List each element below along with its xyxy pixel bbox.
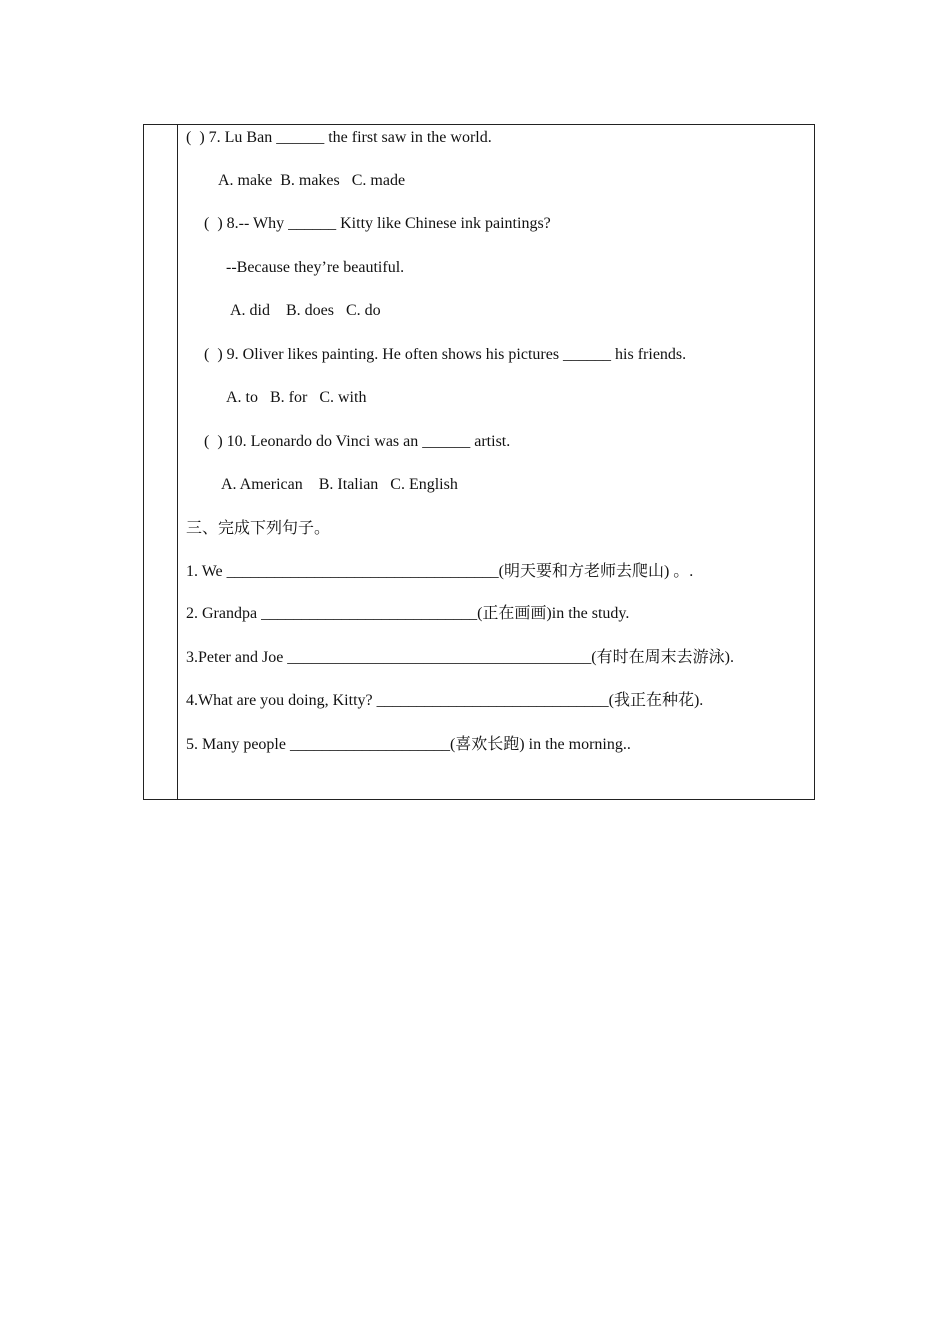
question-9-options: A. to B. for C. with xyxy=(226,389,367,406)
sentence-item-5: 5. Many people ____________________(喜欢长跑) in the morning.. xyxy=(186,736,631,753)
sentence-item-3: 3.Peter and Joe ______________________________________(有时在周末去游泳). xyxy=(186,649,734,666)
question-8-stem: ( ) 8.-- Why ______ Kitty like Chinese ink paintings? xyxy=(204,215,551,232)
question-8-options: A. did B. does C. do xyxy=(230,302,381,319)
question-7-stem: ( ) 7. Lu Ban ______ the first saw in the world. xyxy=(186,129,492,146)
sentence-item-4: 4.What are you doing, Kitty? _____________________________(我正在种花). xyxy=(186,692,704,709)
question-10-options: A. American B. Italian C. English xyxy=(221,476,458,493)
sentence-item-1: 1. We __________________________________(明天要和方老师去爬山) 。. xyxy=(186,563,694,580)
table-left-column xyxy=(144,125,178,799)
question-10-stem: ( ) 10. Leonardo do Vinci was an ______ artist. xyxy=(204,433,511,450)
section-3-heading: 三、完成下列句子。 xyxy=(186,520,331,537)
question-8-response: --Because they’re beautiful. xyxy=(226,259,405,276)
sentence-item-2: 2. Grandpa ___________________________(正在画画)in the study. xyxy=(186,605,630,622)
question-9-stem: ( ) 9. Oliver likes painting. He often shows his pictures ______ his friends. xyxy=(204,346,687,363)
question-7-options: A. make B. makes C. made xyxy=(218,172,406,189)
